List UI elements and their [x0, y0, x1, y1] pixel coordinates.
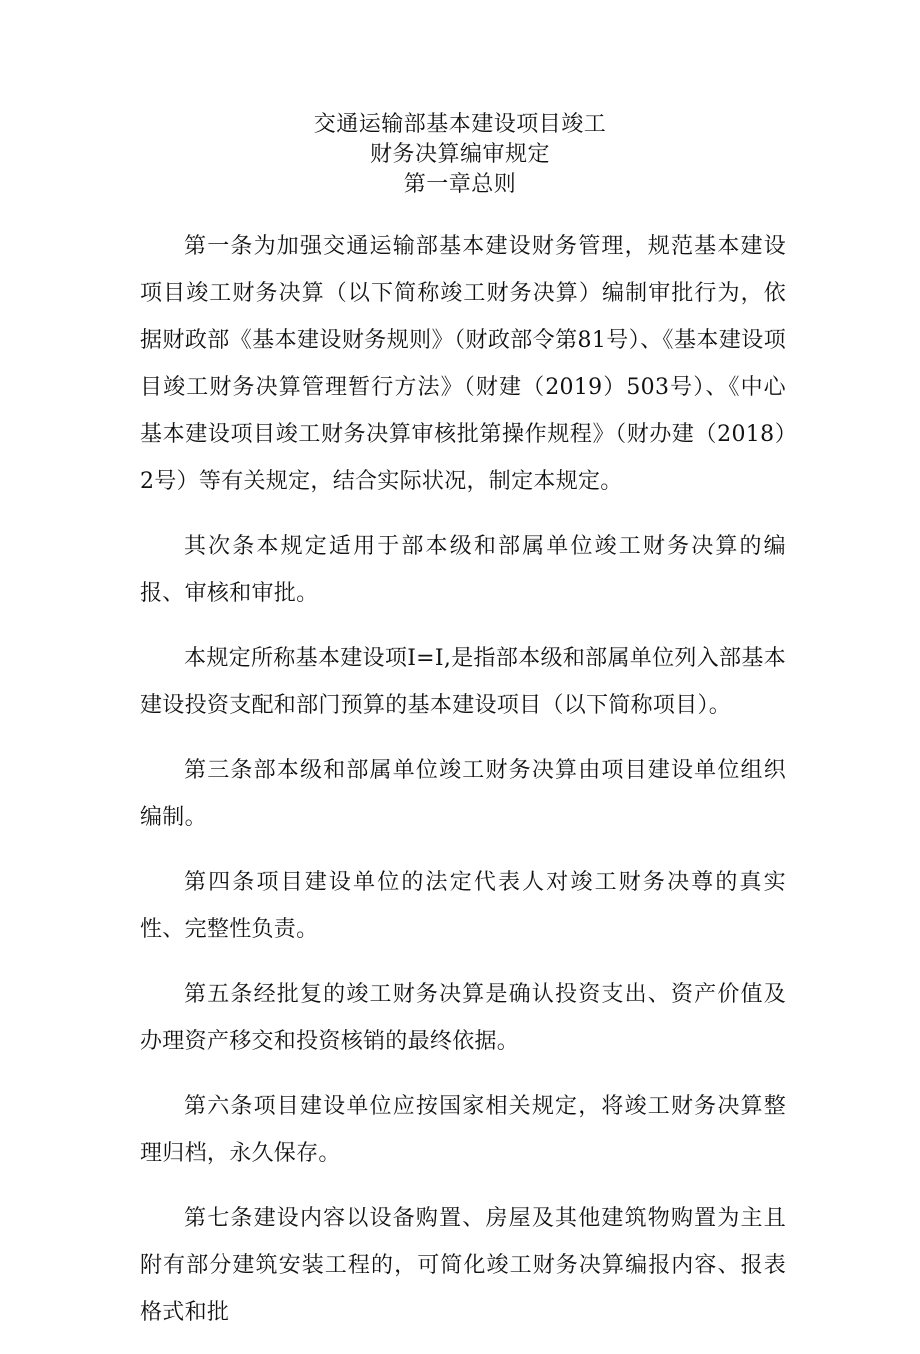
- paragraph-article-6: 第六条项目建设单位应按国家相关规定，将竣工财务决算整理归档，永久保存。: [140, 1094, 786, 1166]
- paragraph-article-4: 第四条项目建设单位的法定代表人对竣工财务决尊的真实性、完整性负责。: [140, 870, 786, 942]
- paragraph-article-5: 第五条经批复的竣工财务决算是确认投资支出、资产价值及办理资产移交和投资核销的最终依据。: [140, 982, 786, 1054]
- paragraph-article-7: 第七条建设内容以设备购置、房屋及其他建筑物购置为主且附有部分建筑安装工程的，可简化竣工财务决算编报内容、报表格式和批: [140, 1206, 786, 1325]
- paragraph-article-3: 第三条部本级和部属单位竣工财务决算由项目建设单位组织编制。: [140, 758, 786, 830]
- paragraph-definition: 本规定所称基本建设项I=I,是指部本级和部属单位列入部基本建设投资支配和部门预算的基本建设项目（以下简称项目）。: [140, 646, 786, 718]
- document-title-line-2: 财务决算编审规定: [369, 142, 550, 167]
- document-title-line-1: 交通运输部基本建设项目竣工: [313, 112, 607, 137]
- document-title-block: [0, 110, 920, 200]
- chapter-heading: 第一章总则: [403, 172, 517, 197]
- document-body: [140, 223, 786, 1354]
- paragraph-article-2: 其次条本规定适用于部本级和部属单位竣工财务决算的编报、审核和审批。: [140, 534, 786, 606]
- paragraph-article-1: 第一条为加强交通运输部基本建设财务管理，规范基本建设项目竣工财务决算（以下简称竣工财务决算）编制审批行为，依据财政部《基本建设财务规则》（财政部令第81号）、《基本建设项目竣工财务决算管理暂行方法》（财建（2019）503号）、《中心基本建设项目竣工财务决算审核批第操作规程》（财办建（2018）2号）等有关规定，结合实际状况，制定本规定。: [140, 234, 786, 494]
